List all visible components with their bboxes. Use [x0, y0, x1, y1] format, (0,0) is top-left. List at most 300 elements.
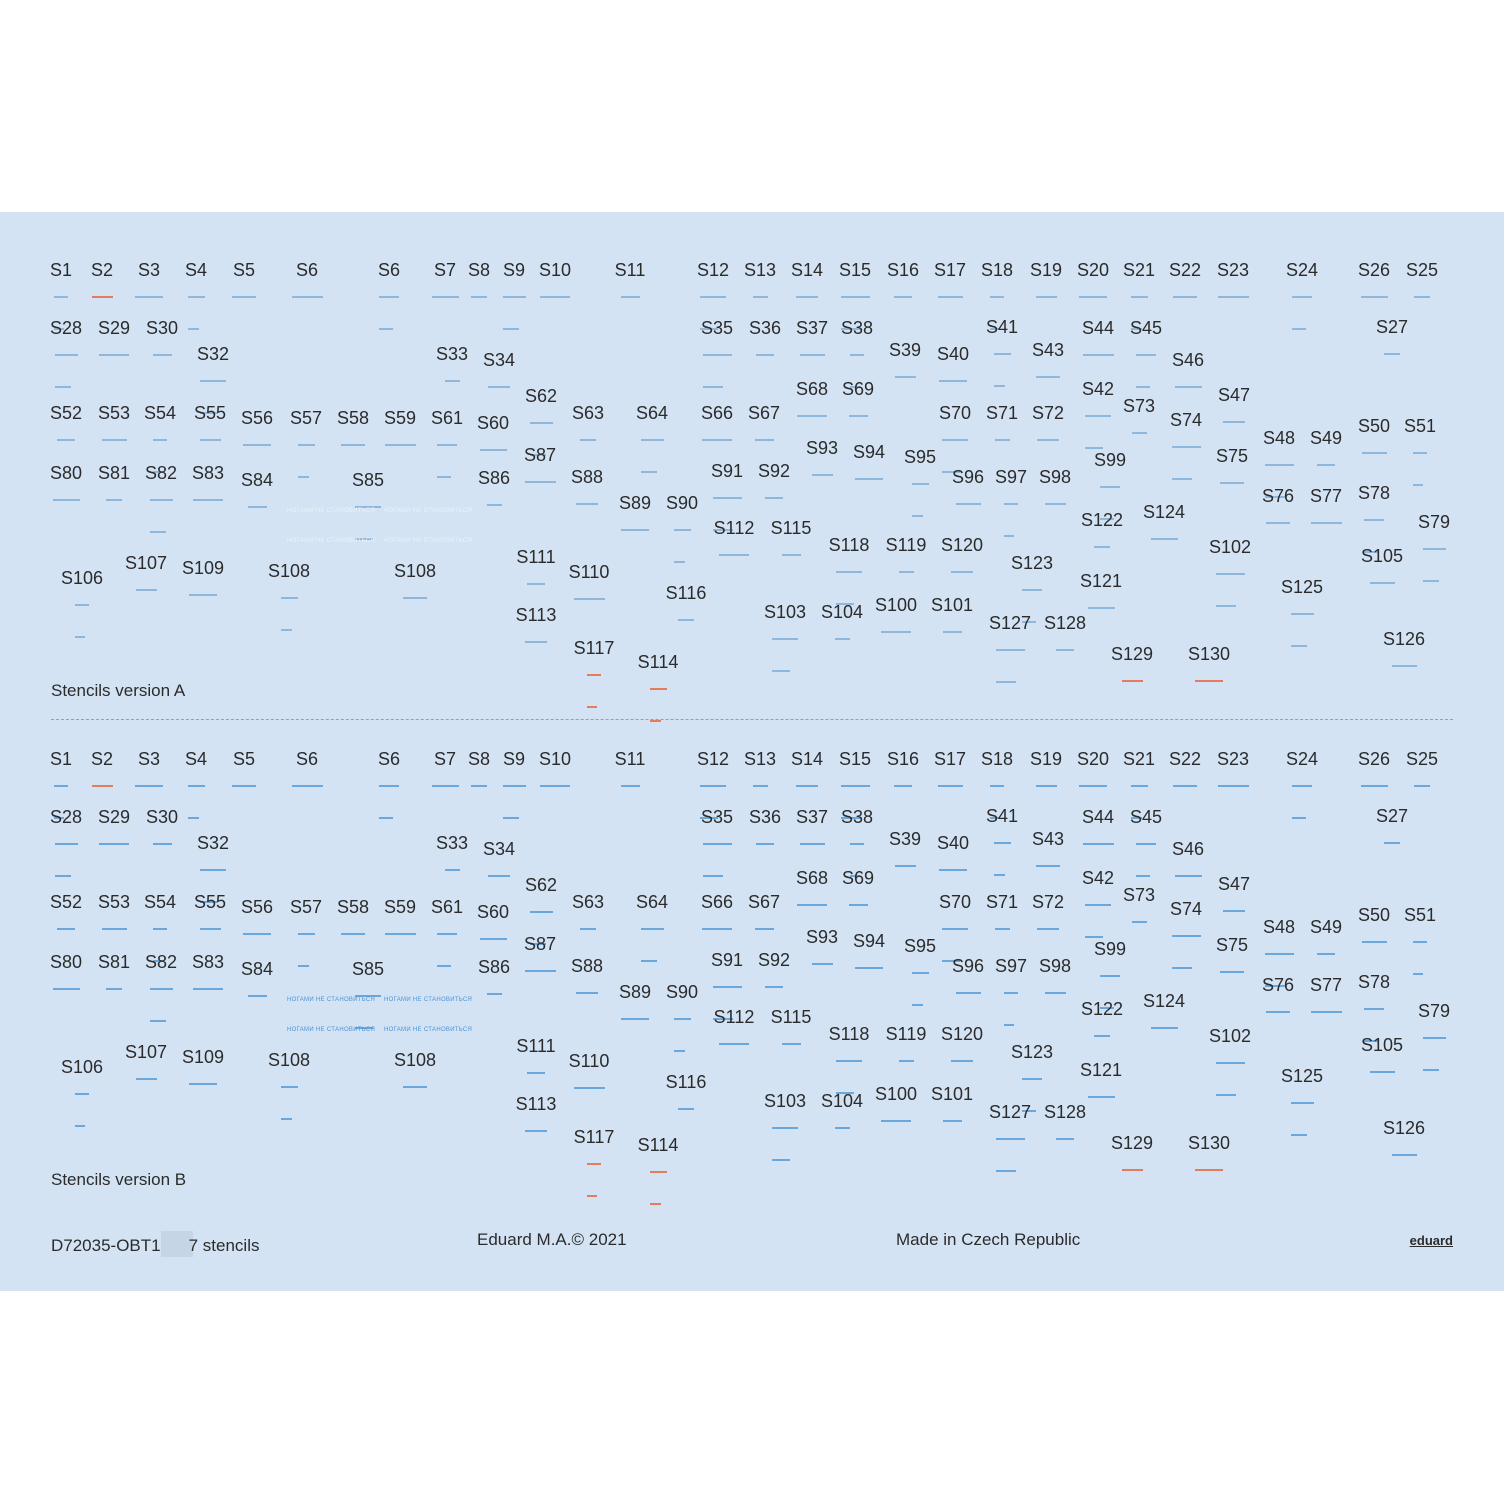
stencil-mark: [580, 439, 596, 441]
stencil-mark: [1100, 975, 1120, 977]
stencil-mark: [942, 928, 968, 930]
stencil-label: S63: [571, 892, 605, 912]
stencil-label: S16: [886, 260, 920, 280]
stencil-label: S50: [1357, 905, 1391, 925]
stencil-label: S28: [49, 318, 83, 338]
stencil-label: S128: [1043, 613, 1087, 633]
stencil-label: S82: [144, 952, 178, 972]
stencil-mark: [92, 785, 113, 787]
stencil-mark: [641, 471, 657, 473]
stencil-mark: [1414, 785, 1430, 787]
stencil-label: S66: [700, 892, 734, 912]
stencil-mark: [703, 354, 732, 356]
stencil-mark: [702, 439, 732, 441]
stencil-label: S27: [1375, 317, 1409, 337]
stencil-warning-text: НОГАМИ НЕ СТАНОВИТЬСЯ: [384, 508, 473, 514]
stencil-mark: [432, 785, 459, 787]
stencil-label: S35: [700, 807, 734, 827]
stencil-label: S44: [1081, 807, 1115, 827]
stencil-mark: [1423, 580, 1439, 582]
stencil-label: S123: [1010, 553, 1054, 573]
stencil-label: S5: [232, 260, 256, 280]
stencil-mark: [587, 674, 601, 676]
stencil-label: S108: [267, 561, 311, 581]
stencil-label: S2: [90, 260, 114, 280]
stencil-label: S1: [49, 260, 73, 280]
stencil-mark: [849, 904, 868, 906]
stencil-label: S107: [124, 553, 168, 573]
product-code-suffix: 7 stencils: [188, 1236, 260, 1255]
stencil-mark: [772, 638, 798, 640]
stencil-mark: [527, 1072, 545, 1074]
stencil-label: S72: [1031, 892, 1065, 912]
stencil-mark: [1100, 486, 1120, 488]
stencil-label: S126: [1382, 1118, 1426, 1138]
stencil-label: S67: [747, 892, 781, 912]
stencil-mark: [341, 444, 365, 446]
stencil-label: S116: [665, 1072, 707, 1092]
stencil-mark: [189, 594, 217, 596]
stencil-mark: [341, 933, 365, 935]
stencil-mark: [1083, 354, 1114, 356]
stencil-mark: [956, 992, 981, 994]
stencil-label: S52: [49, 892, 83, 912]
stencil-mark: [994, 353, 1011, 355]
stencil-mark: [702, 928, 732, 930]
stencil-mark: [445, 380, 460, 382]
stencil-mark: [1216, 573, 1245, 575]
stencil-mark: [54, 785, 68, 787]
stencil-label: S78: [1357, 483, 1391, 503]
stencil-label: S68: [795, 868, 829, 888]
stencil-mark: [990, 296, 1004, 298]
stencil-mark: [488, 386, 510, 388]
stencil-label: S42: [1081, 379, 1115, 399]
stencil-mark: [800, 354, 825, 356]
stencil-mark: [713, 497, 742, 499]
stencil-mark: [488, 875, 510, 877]
stencil-label: S76: [1261, 486, 1295, 506]
stencil-mark: [674, 561, 686, 563]
stencil-mark: [994, 385, 1006, 387]
stencil-mark: [525, 1130, 547, 1132]
stencil-mark: [106, 988, 122, 990]
stencil-mark: [1292, 296, 1312, 298]
stencil-label: S86: [477, 468, 511, 488]
stencil-mark: [1291, 613, 1314, 615]
stencil-mark: [1085, 415, 1111, 417]
stencil-warning-text: НОГАМИ НЕ СТАНОВИТЬСЯ: [384, 997, 473, 1003]
stencil-mark: [756, 354, 774, 356]
stencil-label: S37: [795, 318, 829, 338]
stencil-label: S82: [144, 463, 178, 483]
stencil-label: S96: [951, 956, 985, 976]
stencil-mark: [150, 1020, 166, 1022]
stencil-mark: [951, 1060, 973, 1062]
stencil-label: S17: [933, 749, 967, 769]
stencil-label: S59: [383, 897, 417, 917]
stencil-label: S77: [1309, 486, 1343, 506]
stencil-label: S93: [805, 927, 839, 947]
stencil-label: S52: [49, 403, 83, 423]
stencil-label: S10: [538, 260, 572, 280]
stencil-label: S64: [635, 403, 669, 423]
stencil-label: S70: [938, 892, 972, 912]
stencil-label: S114: [637, 652, 679, 672]
stencil-label: S41: [985, 806, 1019, 826]
stencil-mark: [503, 296, 526, 298]
stencil-mark: [1423, 1069, 1439, 1071]
stencil-mark: [703, 843, 732, 845]
stencil-label: S100: [874, 1084, 918, 1104]
stencil-mark: [912, 1004, 924, 1006]
stencil-mark: [106, 499, 122, 501]
stencil-label: S79: [1417, 512, 1451, 532]
stencil-mark: [136, 1078, 157, 1080]
stencil-mark: [772, 1159, 790, 1161]
stencil-label: S68: [795, 379, 829, 399]
stencil-mark: [193, 988, 223, 990]
stencil-mark: [796, 785, 818, 787]
stencil-label: S34: [482, 839, 516, 859]
stencil-mark: [678, 1108, 694, 1110]
stencil-mark: [1361, 296, 1388, 298]
stencil-label: S94: [852, 442, 886, 462]
stencil-label: S92: [757, 950, 791, 970]
stencil-label: S71: [985, 892, 1019, 912]
stencil-mark: [525, 641, 547, 643]
stencil-label: S38: [840, 318, 874, 338]
stencil-label: S32: [196, 344, 230, 364]
stencil-mark: [150, 499, 173, 501]
stencil-mark: [75, 604, 89, 606]
stencil-warning-text: НОГАМИ НЕ СТАНОВИТЬСЯ: [287, 508, 376, 514]
stencil-mark: [153, 928, 167, 930]
stencil-label: S14: [790, 749, 824, 769]
stencil-label: S74: [1169, 899, 1203, 919]
stencil-mark: [298, 965, 310, 967]
stencil-label: S97: [994, 467, 1028, 487]
stencil-label: S11: [614, 260, 646, 280]
stencil-label: S81: [97, 463, 131, 483]
stencil-label: S101: [930, 1084, 974, 1104]
stencil-mark: [994, 842, 1011, 844]
stencil-mark: [951, 571, 973, 573]
stencil-mark: [530, 911, 553, 913]
stencil-mark: [995, 928, 1010, 930]
stencil-label: S44: [1081, 318, 1115, 338]
stencil-mark: [432, 296, 459, 298]
stencil-label: S9: [502, 749, 526, 769]
stencil-mark: [150, 988, 173, 990]
stencil-label: S47: [1217, 874, 1251, 894]
stencil-mark: [574, 1087, 605, 1089]
stencil-label: S77: [1309, 975, 1343, 995]
stencil-label: S79: [1417, 1001, 1451, 1021]
stencil-mark: [942, 439, 968, 441]
stencil-mark: [1083, 843, 1114, 845]
decal-sheet: [0, 212, 1504, 1291]
stencil-label: S38: [840, 807, 874, 827]
stencil-label: S87: [523, 445, 557, 465]
stencil-mark: [641, 928, 664, 930]
stencil-mark: [996, 681, 1016, 683]
stencil-mark: [1223, 421, 1245, 423]
stencil-mark: [719, 554, 749, 556]
stencil-mark: [1173, 296, 1197, 298]
stencil-label: S47: [1217, 385, 1251, 405]
stencil-mark: [75, 1093, 89, 1095]
stencil-label: S60: [476, 902, 510, 922]
stencil-label: S61: [430, 897, 464, 917]
stencil-label: S16: [886, 749, 920, 769]
stencil-label: S110: [568, 562, 610, 582]
stencil-mark: [1216, 605, 1236, 607]
stencil-label: S54: [143, 403, 177, 423]
stencil-mark: [1413, 941, 1427, 943]
stencil-label: S124: [1142, 991, 1186, 1011]
stencil-label: S130: [1187, 1133, 1231, 1153]
stencil-mark: [939, 869, 967, 871]
stencil-label: S36: [748, 318, 782, 338]
stencil-mark: [1056, 1138, 1074, 1140]
stencil-label: S18: [980, 749, 1014, 769]
stencil-mark: [765, 497, 783, 499]
stencil-label: S5: [232, 749, 256, 769]
stencil-label: S6: [295, 749, 319, 769]
stencil-label: S129: [1110, 1133, 1154, 1153]
stencil-label: S104: [820, 602, 864, 622]
stencil-label: S83: [191, 463, 225, 483]
stencil-label: S55: [193, 403, 227, 423]
stencil-mark: [841, 296, 870, 298]
stencil-mark: [895, 376, 916, 378]
stencil-label: S75: [1215, 935, 1249, 955]
stencil-label: S22: [1168, 749, 1202, 769]
stencil-label: S98: [1038, 956, 1072, 976]
stencil-label: S124: [1142, 502, 1186, 522]
stencil-label: S69: [841, 379, 875, 399]
stencil-mark: [943, 1120, 962, 1122]
stencil-mark: [200, 928, 221, 930]
stencil-mark: [1036, 865, 1060, 867]
stencil-mark: [674, 529, 691, 531]
stencil-mark: [540, 785, 570, 787]
stencil-mark: [1223, 910, 1245, 912]
stencil-label: S92: [757, 461, 791, 481]
stencil-label: S72: [1031, 403, 1065, 423]
stencil-label: S45: [1129, 318, 1163, 338]
stencil-mark: [1085, 904, 1111, 906]
stencil-label: S69: [841, 868, 875, 888]
stencil-label: S1: [49, 749, 73, 769]
stencil-label: S118: [828, 1024, 870, 1044]
stencil-mark: [1136, 354, 1156, 356]
stencil-mark: [1218, 296, 1249, 298]
stencil-label: S13: [743, 749, 777, 769]
stencil-label: S109: [181, 558, 225, 578]
stencil-mark: [385, 933, 416, 935]
stencil-label: S84: [240, 959, 274, 979]
stencil-warning-text: НОГАМИ НЕ СТАНОВИТЬСЯ: [384, 1027, 473, 1033]
stencil-label: S80: [49, 463, 83, 483]
stencil-mark: [1004, 1024, 1014, 1026]
stencil-label: S73: [1122, 396, 1156, 416]
stencil-label: S7: [433, 260, 457, 280]
stencil-label: S103: [763, 1091, 807, 1111]
stencil-mark: [836, 1060, 862, 1062]
stencil-label: S17: [933, 260, 967, 280]
stencil-label: S73: [1122, 885, 1156, 905]
stencil-mark: [835, 638, 850, 640]
stencil-label: S58: [336, 897, 370, 917]
stencil-label: S74: [1169, 410, 1203, 430]
stencil-label: S97: [994, 956, 1028, 976]
stencil-warning-text: НОГАМИ НЕ СТАНОВИТЬСЯ: [287, 997, 376, 1003]
stencil-label: S30: [145, 318, 179, 338]
stencil-section-a: [0, 212, 1504, 702]
stencil-label: S106: [60, 1057, 104, 1077]
stencil-mark: [1136, 843, 1156, 845]
section-title: Stencils version B: [51, 1170, 187, 1189]
stencil-mark: [700, 785, 726, 787]
stencil-mark: [281, 1118, 293, 1120]
stencil-mark: [713, 986, 742, 988]
stencil-mark: [200, 380, 226, 382]
stencil-mark: [471, 785, 487, 787]
stencil-mark: [54, 296, 68, 298]
stencil-mark: [445, 869, 460, 871]
stencil-mark: [379, 328, 393, 330]
stencil-mark: [437, 476, 451, 478]
stencil-label: S95: [903, 936, 937, 956]
stencil-label: S22: [1168, 260, 1202, 280]
stencil-label: S102: [1208, 537, 1252, 557]
stencil-label: S111: [516, 1036, 556, 1056]
stencil-label: S26: [1357, 260, 1391, 280]
stencil-label: S127: [988, 1102, 1032, 1122]
stencil-label: S86: [477, 957, 511, 977]
stencil-label: S57: [289, 408, 323, 428]
stencil-mark: [650, 688, 667, 690]
stencil-mark: [797, 904, 827, 906]
stencil-label: S4: [184, 260, 208, 280]
stencil-label: S117: [573, 638, 615, 658]
stencil-label: S7: [433, 749, 457, 769]
stencil-label: S126: [1382, 629, 1426, 649]
stencil-mark: [379, 785, 399, 787]
stencil-mark: [1036, 785, 1057, 787]
stencil-label: S14: [790, 260, 824, 280]
stencil-mark: [1136, 875, 1150, 877]
stencil-mark: [782, 1043, 801, 1045]
stencil-mark: [292, 296, 323, 298]
stencil-mark: [894, 296, 912, 298]
stencil-mark: [1085, 447, 1103, 449]
stencil-label: S94: [852, 931, 886, 951]
stencil-mark: [281, 629, 293, 631]
stencil-mark: [1216, 1094, 1236, 1096]
stencil-mark: [55, 354, 78, 356]
stencil-label: S105: [1360, 1035, 1404, 1055]
stencil-label: S3: [137, 260, 161, 280]
stencil-mark: [379, 817, 393, 819]
stencil-mark: [1220, 482, 1244, 484]
stencil-mark: [703, 875, 723, 877]
stencil-mark: [57, 928, 75, 930]
stencil-mark: [912, 515, 924, 517]
stencil-label: S27: [1375, 806, 1409, 826]
stencil-mark: [527, 583, 545, 585]
stencil-label: S89: [618, 493, 652, 513]
stencil-mark: [1218, 785, 1249, 787]
stencil-mark: [55, 843, 78, 845]
stencil-label: S39: [888, 340, 922, 360]
stencil-mark: [850, 843, 864, 845]
made-in-text: Made in Czech Republic: [896, 1230, 1081, 1249]
stencil-mark: [700, 296, 726, 298]
stencil-mark: [55, 386, 71, 388]
stencil-label: S64: [635, 892, 669, 912]
stencil-label: S8: [467, 260, 491, 280]
stencil-label: S25: [1405, 749, 1439, 769]
stencil-mark: [1036, 376, 1060, 378]
stencil-label: S12: [696, 260, 730, 280]
stencil-label: S102: [1208, 1026, 1252, 1046]
stencil-mark: [1175, 875, 1202, 877]
stencil-mark: [1172, 478, 1192, 480]
stencil-mark: [487, 504, 502, 506]
stencil-label: S119: [885, 1024, 927, 1044]
stencil-mark: [899, 1060, 914, 1062]
stencil-label: S6: [295, 260, 319, 280]
stencil-mark: [1266, 1011, 1290, 1013]
stencil-label: S90: [665, 493, 699, 513]
stencil-label: S58: [336, 408, 370, 428]
stencil-mark: [1413, 973, 1423, 975]
stencil-label: S9: [502, 260, 526, 280]
stencil-mark: [765, 986, 783, 988]
stencil-mark: [1132, 432, 1147, 434]
stencil-label: S23: [1216, 260, 1250, 280]
stencil-label: S8: [467, 749, 491, 769]
stencil-mark: [135, 785, 163, 787]
stencil-label: S19: [1029, 260, 1063, 280]
stencil-mark: [487, 993, 502, 995]
stencil-label: S49: [1309, 917, 1343, 937]
stencil-mark: [1094, 1035, 1110, 1037]
stencil-label: S28: [49, 807, 83, 827]
stencil-mark: [503, 328, 519, 330]
stencil-label: S29: [97, 807, 131, 827]
stencil-mark: [1079, 785, 1107, 787]
stencil-mark: [540, 296, 570, 298]
stencil-label: S30: [145, 807, 179, 827]
stencil-mark: [403, 597, 427, 599]
stencil-label: S36: [748, 807, 782, 827]
stencil-mark: [938, 296, 963, 298]
stencil-mark: [674, 1050, 686, 1052]
stencil-mark: [899, 571, 914, 573]
stencil-mark: [99, 354, 129, 356]
stencil-label: S48: [1262, 917, 1296, 937]
stencil-mark: [587, 1163, 601, 1165]
stencil-label: S59: [383, 408, 417, 428]
stencil-mark: [403, 1086, 427, 1088]
stencil-label: S57: [289, 897, 323, 917]
stencil-label: S71: [985, 403, 1019, 423]
stencil-mark: [53, 988, 80, 990]
